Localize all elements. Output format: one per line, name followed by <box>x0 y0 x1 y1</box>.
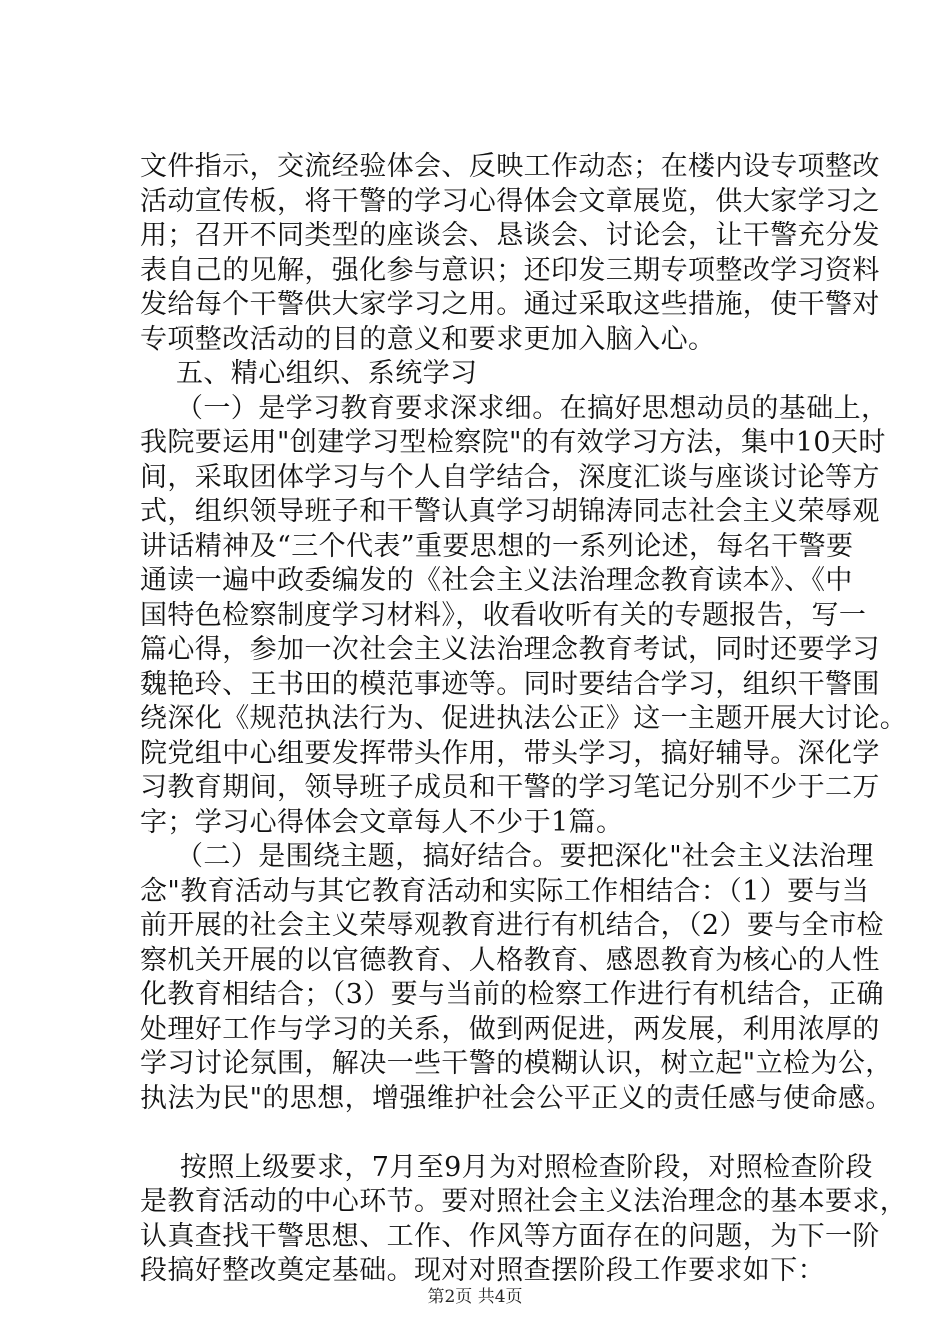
paragraph-gap <box>140 1116 830 1151</box>
text-line: 处理好工作与学习的关系，做到两促进，两发展，利用浓厚的 <box>140 1013 880 1045</box>
text-line: 表自己的见解，强化参与意识；还印发三期专项整改学习资料 <box>140 254 880 286</box>
text-line: 发给每个干警供大家学习之用。通过采取这些措施，使干警对 <box>140 289 880 320</box>
text-line: 是教育活动的中心环节。要对照社会主义法治理念的基本要求， <box>140 1186 908 1217</box>
text-line: 院党组中心组要发挥带头作用，带头学习，搞好辅导。深化学 <box>140 737 880 769</box>
text-line: 魏艳玲、王书田的模范事迹等。同时要结合学习，组织干警围 <box>140 668 880 700</box>
text-line: 前开展的社会主义荣辱观教育进行有机结合，（2）要与全市检 <box>140 910 884 941</box>
text-line: 绕深化《规范执法行为、促进执法公正》这一主题开展大讨论。 <box>140 703 908 734</box>
text-line: 我院要运用"创建学习型检察院"的有效学习方法，集中10天时 <box>140 427 886 458</box>
text-line: 讲话精神及“三个代表”重要思想的一系列论述，每名干警要 <box>140 530 854 562</box>
text-line: 国特色检察制度学习材料》，收看收听有关的专题报告，写一 <box>140 599 867 631</box>
text-line: 通读一遍中政委编发的《社会主义法治理念教育读本》、《中 <box>140 565 853 596</box>
text-line: 执法为民"的思想，增强维护社会公平正义的责任感与使命感。 <box>140 1082 893 1114</box>
text-line: 字；学习心得体会文章每人不少于1篇。 <box>140 806 624 838</box>
text-line: 间，采取团体学习与个人自学结合，深度汇谈与座谈讨论等方 <box>140 461 880 493</box>
text-line: 活动宣传板，将干警的学习心得体会文章展览，供大家学习之 <box>140 185 880 217</box>
document-body <box>140 150 908 1289</box>
text-line: 专项整改活动的目的意义和要求更加入脑入心。 <box>140 323 716 355</box>
text-line: 习教育期间，领导班子成员和干警的学习笔记分别不少于二万 <box>140 772 880 803</box>
text-line: 文件指示，交流经验体会、反映工作动态；在楼内设专项整改 <box>140 151 880 182</box>
text-line: 认真查找干警思想、工作、作风等方面存在的问题，为下一阶 <box>140 1220 880 1252</box>
text-line: 按照上级要求，7月至9月为对照检查阶段，对照检查阶段 <box>180 1151 873 1183</box>
text-line: 念"教育活动与其它教育活动和实际工作相结合：（1）要与当 <box>140 875 870 907</box>
text-line: 篇心得，参加一次社会主义法治理念教育考试，同时还要学习 <box>140 634 880 665</box>
section-heading: 五、精心组织、系统学习 <box>176 358 478 389</box>
text-line: 化教育相结合；（3）要与当前的检察工作进行有机结合，正确 <box>140 979 884 1010</box>
text-line: （一）是学习教育要求深求细。在搞好思想动员的基础上， <box>176 392 889 424</box>
text-line: 段搞好整改奠定基础。现对对照查摆阶段工作要求如下： <box>140 1255 825 1286</box>
text-line: （二）是围绕主题，搞好结合。要把深化"社会主义法治理 <box>176 841 874 872</box>
page-number-footer: 第2页 共4页 <box>427 1287 523 1307</box>
text-line: 察机关开展的以官德教育、人格教育、感恩教育为核心的人性 <box>140 944 880 976</box>
text-line: 式，组织领导班子和干警认真学习胡锦涛同志社会主义荣辱观 <box>140 496 880 527</box>
text-line: 学习讨论氛围，解决一些干警的模糊认识，树立起"立检为公， <box>140 1048 893 1079</box>
text-line: 用；召开不同类型的座谈会、恳谈会、讨论会，让干警充分发 <box>140 220 880 251</box>
